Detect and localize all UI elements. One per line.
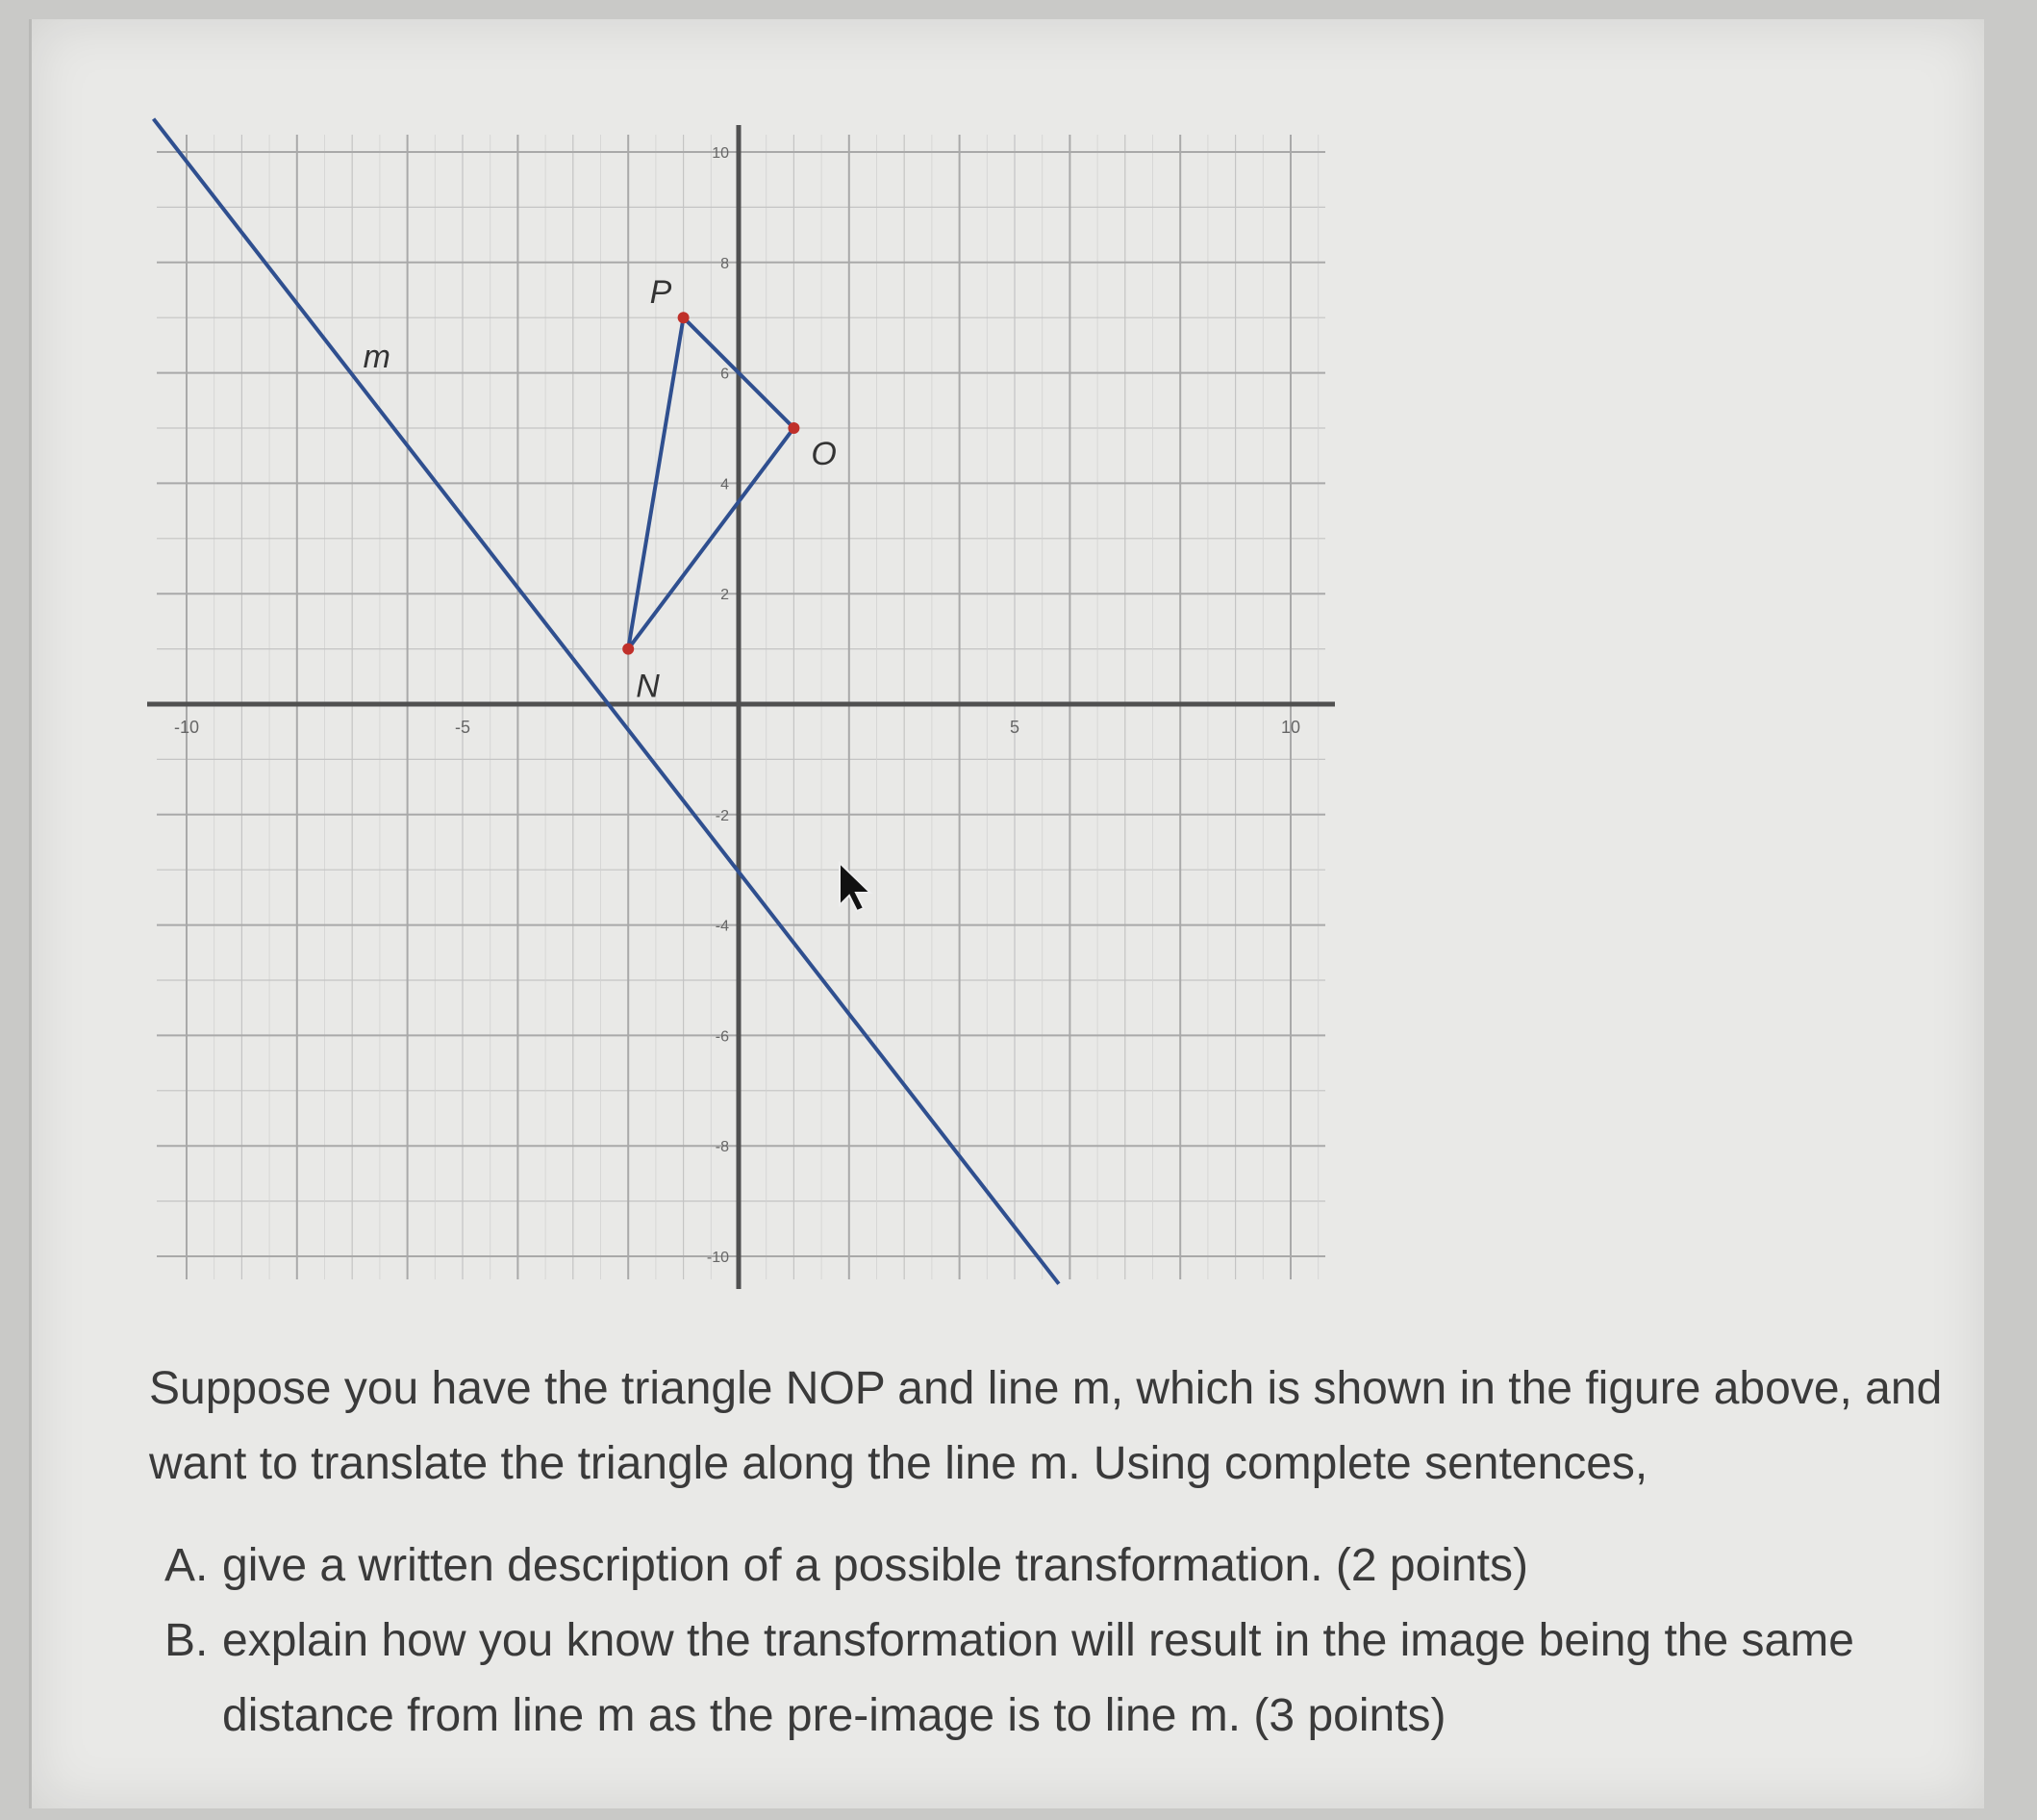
y-tick-label: -10	[706, 1250, 729, 1266]
x-tick-label: -5	[454, 718, 471, 737]
question-text	[149, 1352, 2024, 1754]
y-tick-label: 4	[720, 476, 729, 493]
question-items	[164, 1529, 2024, 1754]
vertex-n[interactable]	[622, 644, 634, 655]
x-tick-label: -10	[173, 718, 200, 737]
y-tick-label: -6	[715, 1028, 729, 1046]
stem-line-1: Suppose you have the triangle NOP and line m, which is shown in the figure above, and	[149, 1363, 1943, 1414]
y-tick-label: -8	[715, 1139, 729, 1156]
question-item-b	[164, 1604, 2024, 1754]
question-item-a	[164, 1529, 2024, 1604]
line-m-label: m	[363, 338, 391, 375]
y-tick-label: 8	[720, 255, 729, 272]
stem-line-2: want to translate the triangle along the line m. Using complete sentences,	[149, 1438, 1648, 1489]
vertex-p-label: P	[649, 274, 672, 312]
y-tick-label: 2	[720, 587, 729, 604]
item-text: give a written description of a possible transformation. (2 points)	[222, 1540, 1528, 1591]
vertex-o-label: O	[811, 436, 837, 472]
item-letter: A.	[164, 1540, 209, 1591]
y-tick-label: -4	[715, 918, 729, 935]
y-tick-label: -2	[715, 807, 729, 824]
x-tick-label: 5	[1009, 718, 1020, 737]
question-stem	[149, 1352, 2024, 1502]
line-m	[154, 119, 1059, 1284]
vertex-p[interactable]	[678, 312, 690, 323]
vertex-o[interactable]	[788, 422, 799, 434]
y-tick-label: 6	[720, 366, 729, 383]
item-text: explain how you know the transformation will result in the image being the same distance from line m as the pre-image is to line m. (3 points)	[222, 1615, 1854, 1741]
mouse-pointer-icon	[838, 861, 876, 913]
x-tick-label: 10	[1280, 718, 1301, 737]
coordinate-graph	[32, 19, 1397, 1337]
item-letter: B.	[164, 1615, 209, 1666]
y-tick-label: 10	[712, 145, 729, 162]
question-page	[29, 19, 1984, 1808]
vertex-n-label: N	[636, 668, 660, 705]
